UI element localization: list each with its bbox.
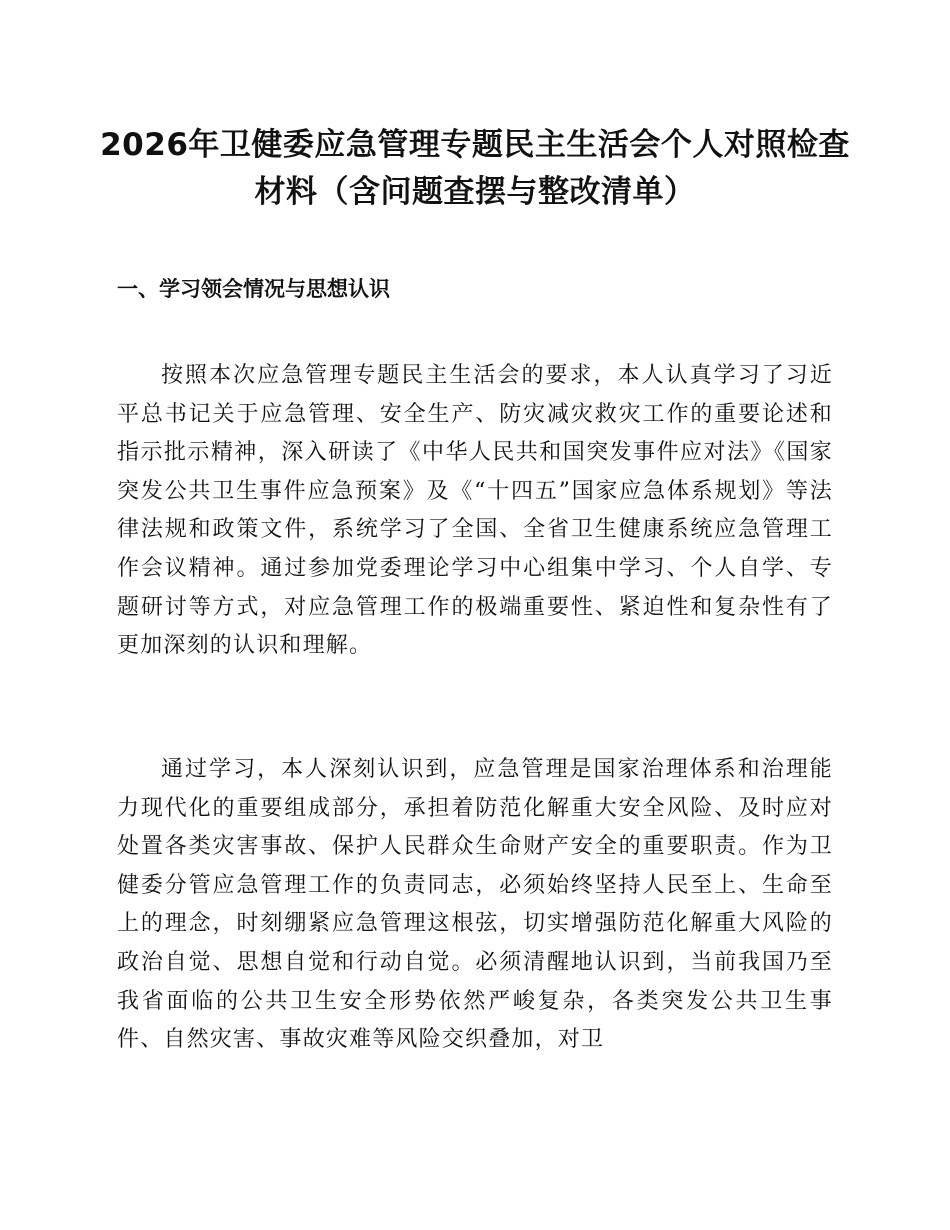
body-paragraph: 通过学习，本人深刻认识到，应急管理是国家治理体系和治理能力现代化的重要组成部分，承担着防范化解重大安全风险、及时应对处置各类灾害事故、保护人民群众生命财产安全的重要职责。作为卫健委分管应急管理工作的负责同志，必须始终坚持人民至上、生命至上的理念，时刻绷紧应急管理这根弦，切实增强防范化解重大风险的政治自觉、思想自觉和行动自觉。必须清醒地认识到，当前我国乃至我省面临的公共卫生安全形势依然严峻复杂，各类突发公共卫生事件、自然灾害、事故灾难等风险交织叠加，对卫 [117,757,833,1053]
document-title: 2026年卫健委应急管理专题民主生活会个人对照检查材料（含问题查摆与整改清单） [100,127,850,210]
section-heading: 一、学习领会情况与思想认识 [117,277,390,301]
body-paragraph: 按照本次应急管理专题民主生活会的要求，本人认真学习了习近平总书记关于应急管理、安全生产、防灾减灾救灾工作的重要论述和指示批示精神，深入研读了《中华人民共和国突发事件应对法》《国家突发公共卫生事件应急预案》及《“十四五”国家应急体系规划》等法律法规和政策文件，系统学习了全国、全省卫生健康系统应急管理工作会议精神。通过参加党委理论学习中心组集中学习、个人自学、专题研讨等方式，对应急管理工作的极端重要性、紧迫性和复杂性有了更加深刻的认识和理解。 [117,363,833,659]
